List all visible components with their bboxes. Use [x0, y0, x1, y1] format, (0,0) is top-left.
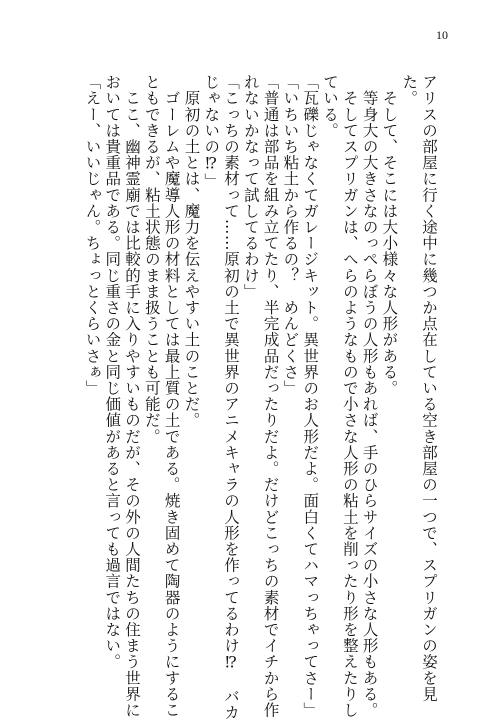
text-line: そして、そこには大小様々な人形がある。 — [380, 74, 399, 396]
text-line: 「いちいち粘土から作るの？ めんどくさ」 — [281, 74, 300, 396]
text-line: 原初の土とは、魔力を伝えやすい土のことだ。 — [182, 74, 201, 429]
text-line: 「普通は部品を組み立てたり、半完成品だったりだよ。だけどこっちの素材でイチから作 — [261, 74, 280, 718]
text-line: ゴーレムや魔導人形の材料としては最上質の土である。焼き固めて陶器のようにするこ — [162, 74, 181, 718]
text-line: た。 — [400, 74, 419, 107]
text-line: 等身大の大きさなのっぺらぼうの人形もあれば、手のひらサイズの小さな人形もある。 — [360, 74, 379, 718]
text-line: おいては貴重品である。同じ重さの金と同じ価値があると言っても過言ではない。 — [103, 74, 122, 670]
text-line: ここ、幽神霊廟では比較的手に入りやすいものだが、その外の人間たちの住まう世界に — [123, 74, 142, 718]
text-line: じゃないの⁉」 — [202, 74, 221, 190]
page-number: 10 — [436, 28, 448, 42]
text-line: 「瓦礫じゃなくてガレージキット。異世界のお人形だよ。面白くてハマっちゃってさー」 — [301, 74, 320, 718]
text-line: アリスの部屋に行く途中に幾つか点在している空き部屋の一つで、スプリガンの姿を見 — [420, 74, 438, 702]
text-line: ともできるが、粘土状態のまま扱うことも可能だ。 — [142, 74, 161, 445]
text-line: ている。 — [321, 74, 340, 139]
text-line: れないかなって試してるわけ」 — [241, 74, 260, 300]
text-line: 「こっちの素材って……原初の土で異世界のアニメキャラの人形を作ってるわけ⁉ バカ — [222, 74, 241, 721]
body-text — [82, 74, 438, 721]
text-line: そしてスプリガンは、へらのようなもので小さな人形の粘土を削ったり形を整えたりし — [340, 74, 359, 718]
text-line: 「えー、いいじゃん。ちょっとくらいさぁ」 — [83, 74, 102, 396]
